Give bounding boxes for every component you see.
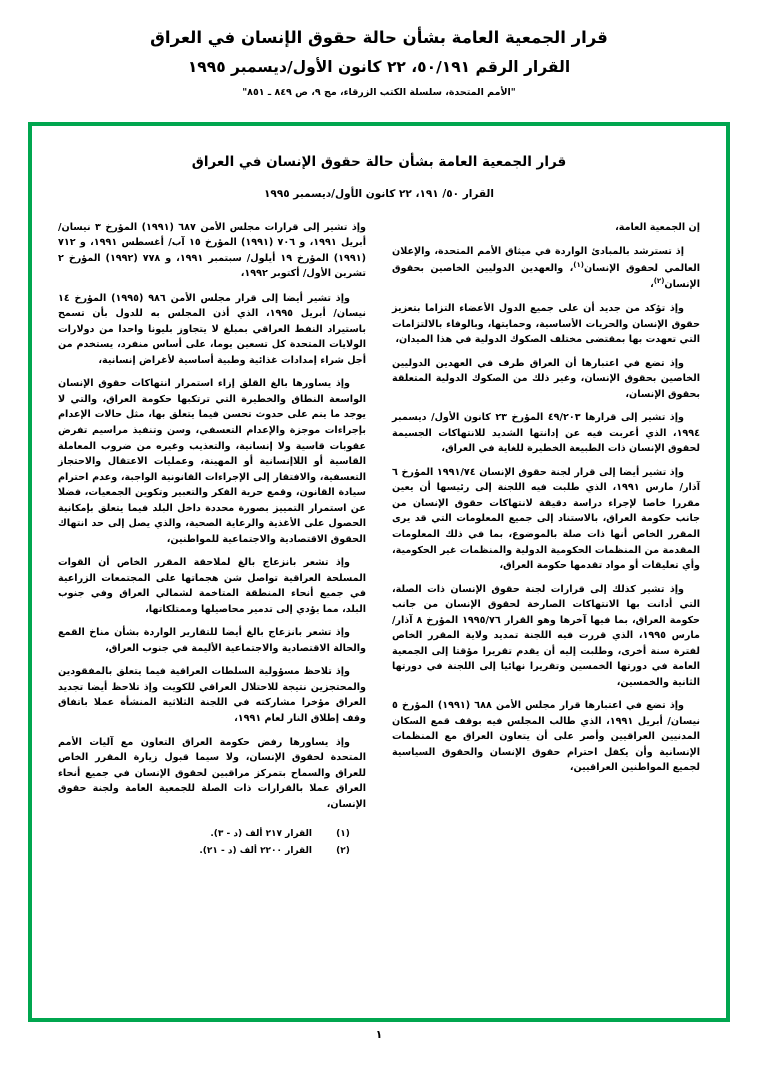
paragraph: وإذ يساورها رفض حكومة العراق التعاون مع آليات الأمم المتحدة لحقوق الإنسان، ولا سيما قبول زيارة المقرر الخاص للعراق والسماح بتمركز مراقبين لحقوق الإنسان في جميع أنحاء العراق عملا بالقرارات ذات الصلة للجمعية العامة ولجنة حقوق الإنسان، xyxy=(58,736,366,810)
paragraph: وإذ تشير كذلك إلى قرارات لجنة حقوق الإنسان ذات الصلة، التي أدانت بها الانتهاكات الصارخة لحقوق الإنسان من جانب حكومة العراق، بما فيها آخرها وهو القرار ١٩٩٥/٧٦ المؤرخ ٨ آذار/ مارس ١٩٩٥، الذي قررت فيه اللجنة تمديد ولاية المقرر الخاص لفترة سنة أخرى، وطلبت إليه أن يقدم تقريرا مؤقتا إلى الجمعية العامة في دورتها الخمسين وتقريرا نهائيا إلى اللجنة في دورتها الثانية والخمسين، xyxy=(392,583,700,688)
paragraph: وإذ تشير إلى قرارها ٤٩/٢٠٣ المؤرخ ٢٣ كانون الأول/ ديسمبر ١٩٩٤، الذي أعربت فيه عن إدانتها الشديد للانتهاكات الجسيمة لحقوق الإنسان ذات الطبيعة الخطيرة للغاية في العراق، xyxy=(392,412,700,455)
paragraph: وإذ تشعر بانزعاج بالغ لملاحقة المقرر الخاص أن القوات المسلحة العراقية تواصل شن هجماتها على المجتمعات الزراعية في جميع أنحاء المنطقة المتاخمة لشمالي العراق وفي جنوب البلد، مما يؤدي إلى تدمير محاصيلها وممتلكاتها، xyxy=(58,557,366,615)
page-header xyxy=(0,0,758,99)
header-source-citation: "الأمم المتحدة، سلسلة الكتب الزرقاء، مج ٩، ص ٨٤٩ ـ ٨٥١" xyxy=(242,87,516,98)
document-title: قرار الجمعية العامة بشأن حالة حقوق الإنسان في العراق xyxy=(191,154,567,170)
left-column xyxy=(58,220,366,861)
two-column-layout xyxy=(58,220,700,861)
footnote-number: (١) xyxy=(336,829,350,840)
paragraph: وإذ تلاحظ مسؤولية السلطات العراقية فيما يتعلق بالمفقودين والمحتجزين نتيجة للاحتلال العراقي للكويت وإذ تلاحظ أيضا تجديد العراق مؤخرا مشاركته في اللجنة الثلاثية المنشأة عملا باتفاق وقف إطلاق النار لعام ١٩٩١، xyxy=(58,666,366,724)
footnote-text: القرار ٢٢٠٠ ألف (د - ٢١). xyxy=(199,846,312,857)
paragraph: وإذ تشير أيضا إلى قرار مجلس الأمن ٩٨٦ (١٩٩٥) المؤرخ ١٤ نيسان/ أبريل ١٩٩٥، الذي أذن المجلس به للدول بأن تسمح باستيراد النفط العراقي بمبلغ لا يتجاوز بليونا واحدا من دولارات الولايات المتحدة كل تسعين يوما، على أساس منفرد، يستخدم من أجل شراء إمدادات غذائية وطبية أساسية لأغراض إنسانية، xyxy=(58,292,367,366)
document-body xyxy=(32,126,726,1018)
footnote-number: (٢) xyxy=(336,846,350,857)
right-column xyxy=(392,220,700,861)
paragraph: وإذ تشعر بانزعاج بالغ أيضا للتقارير الواردة بشأن مناخ القمع والحالة الاقتصادية والاجتماعية الأليمة في جنوب العراق، xyxy=(58,627,366,654)
footnote-text: القرار ٢١٧ ألف (د - ٣). xyxy=(210,829,312,840)
paragraph: إن الجمعية العامة، xyxy=(615,221,700,233)
paragraph: إذ تسترشد بالمبادئ الواردة في ميثاق الأمم المتحدة، والإعلان العالمي لحقوق الإنسان$^{(١)}$، والعهدين الدوليين الخاصين بحقوق الإنسان$^{(٢)}$، xyxy=(392,246,700,291)
header-title-line2: القرار الرقم ٥٠/١٩١، ٢٢ كانون الأول/ديسمبر ١٩٩٥ xyxy=(187,57,571,76)
document-subtitle: القرار ٥٠/ ١٩١، ٢٢ كانون الأول/ديسمبر ١٩٩٥ xyxy=(264,187,494,200)
paragraph: وإذ تضع في اعتبارها قرار مجلس الأمن ٦٨٨ (١٩٩١) المؤرخ ٥ نيسان/ أبريل ١٩٩١، الذي طالب المجلس فيه بوقف قمع السكان المدنيين العراقيين وأصر على أن يتعاون العراق مع المنظمات الإنسانية وأن يكفل احترام حقوق الإنسان والحقوق السياسية لجميع المواطنين العراقيين، xyxy=(392,700,701,774)
paragraph: وإذ تشير إلى قرارات مجلس الأمن ٦٨٧ (١٩٩١) المؤرخ ٣ نيسان/ أبريل ١٩٩١، و ٧٠٦ (١٩٩١) المؤرخ ١٥ آب/ أغسطس ١٩٩١، و ٧١٢ (١٩٩١) المؤرخ ١٩ أيلول/ سبتمبر ١٩٩١، و ٧٧٨ (١٩٩٢) المؤرخ ٢ تشرين الأول/ أكتوبر ١٩٩٢، xyxy=(58,221,367,280)
paragraph: وإذ تشير أيضا إلى قرار لجنة حقوق الإنسان ١٩٩١/٧٤ المؤرخ ٦ آذار/ مارس ١٩٩١، الذي طلبت فيه اللجنة إلى رئيسها أن يعين مقررا خاصا لإجراء دراسة دقيقة لانتهاكات حقوق الإنسان من جانب حكومة العراق، بالاستناد إلى جميع المعلومات التي قد يرى المقرر الخاص أنها ذات صلة بالموضوع، بما في ذلك المعلومات المقدمة من المنظمات الحكومية الدولية والمنظمات غير الحكومية، وأي تعليقات أو مواد تقدمها حكومة العراق، xyxy=(392,466,701,572)
green-border-frame xyxy=(28,122,730,1022)
paragraph: وإذ تؤكد من جديد أن على جميع الدول الأعضاء التزاما بتعزيز حقوق الإنسان والحريات الأساسية، وحمايتها، وبالوفاء بالالتزامات التي تعهدت بها بمقتضى مختلف الصكوك الدولية في هذا الميدان، xyxy=(392,303,700,346)
header-title-line1: قرار الجمعية العامة بشأن حالة حقوق الإنسان في العراق xyxy=(150,28,608,47)
page-number: ١ xyxy=(375,1028,383,1041)
paragraph: وإذ تضع في اعتبارها أن العراق طرف في العهدين الدوليين الخاصين بحقوق الإنسان، وغير ذلك من الصكوك الدولية المتعلقة بحقوق الإنسان، xyxy=(392,357,700,400)
footnotes xyxy=(58,826,366,860)
footnote-item xyxy=(58,826,366,843)
paragraph: وإذ يساورها بالغ القلق إزاء استمرار انتهاكات حقوق الإنسان الواسعة النطاق والخطيرة التي ترتكبها حكومة العراق، والتي لا يوجد ما ينم على حدوث تحسن فيما يتعلق بها، مثل حالات الإعدام بإجراءات موجزة والإعدام التعسفي، وسن وتنفيذ مراسيم تفرض عقوبات قاسية ولا إنسانية، والتعذيب وغيره من ضروب المعاملة القاسية أو اللاإنسانية أو المهينة، وعمليات الاعتقال والاحتجاز التعسفية، والافتقار إلى الإجراءات القانونية الواجبة، وعدم احترام سيادة القانون، وقمع حرية الفكر والتعبير وتكوين الجمعيات، فضلا عن استمرار التمييز بصورة محددة داخل البلد فيما يتعلق بإمكانية الحصول على الأغذية والرعاية الصحية، والذي يصل إلى حد انتهاك الحقوق الاقتصادية والاجتماعية للمواطنين، xyxy=(58,378,366,545)
footnote-item xyxy=(58,843,366,860)
